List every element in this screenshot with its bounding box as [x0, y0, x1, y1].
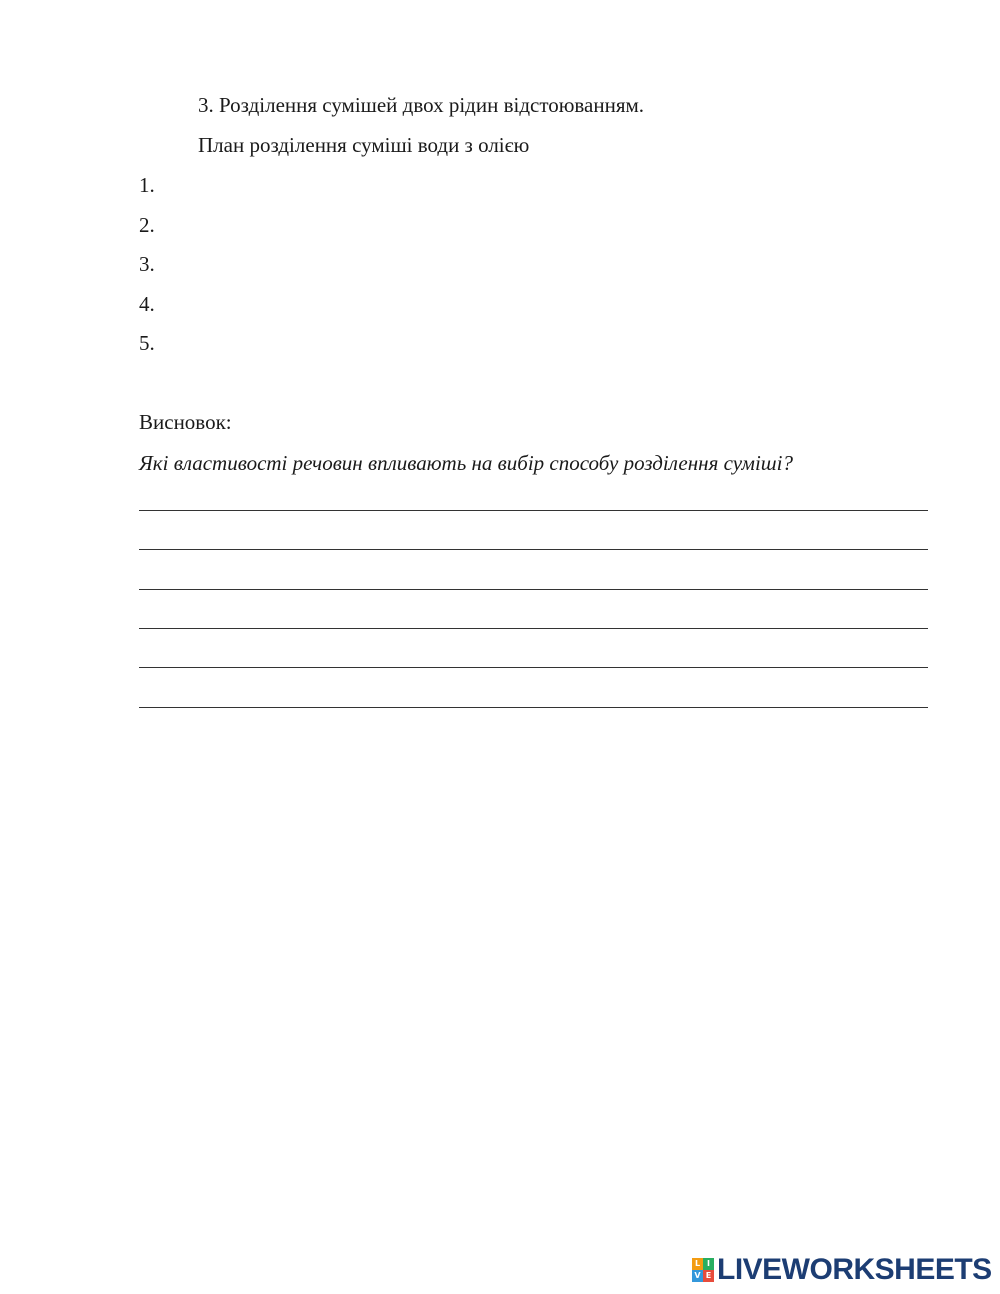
liveworksheets-logo: [692, 1255, 992, 1285]
task-title: 3. Розділення сумішей двох рідин відстоюванням.: [198, 93, 645, 117]
answer-line-4[interactable]: [139, 628, 928, 629]
conclusion-question: Які властивості речовин впливають на вибір способу розділення суміші?: [139, 451, 793, 475]
plan-step-5: 5.: [139, 331, 155, 355]
conclusion-label: Висновок:: [139, 410, 232, 434]
answer-line-3[interactable]: [139, 589, 928, 590]
logo-letter-i: I: [703, 1258, 714, 1270]
plan-title: План розділення суміші води з олією: [198, 133, 530, 157]
plan-step-3: 3.: [139, 252, 155, 276]
logo-letter-v: V: [692, 1270, 703, 1282]
answer-line-6[interactable]: [139, 707, 928, 708]
answer-line-2[interactable]: [139, 549, 928, 550]
plan-step-4: 4.: [139, 292, 155, 316]
logo-mark-icon: [692, 1258, 714, 1282]
plan-step-1: 1.: [139, 173, 155, 197]
logo-letter-l: L: [692, 1258, 703, 1270]
logo-text: LIVEWORKSHEETS: [717, 1253, 992, 1286]
answer-line-1[interactable]: [139, 510, 928, 511]
logo-letter-e: E: [703, 1270, 714, 1282]
answer-line-5[interactable]: [139, 667, 928, 668]
plan-step-2: 2.: [139, 213, 155, 237]
